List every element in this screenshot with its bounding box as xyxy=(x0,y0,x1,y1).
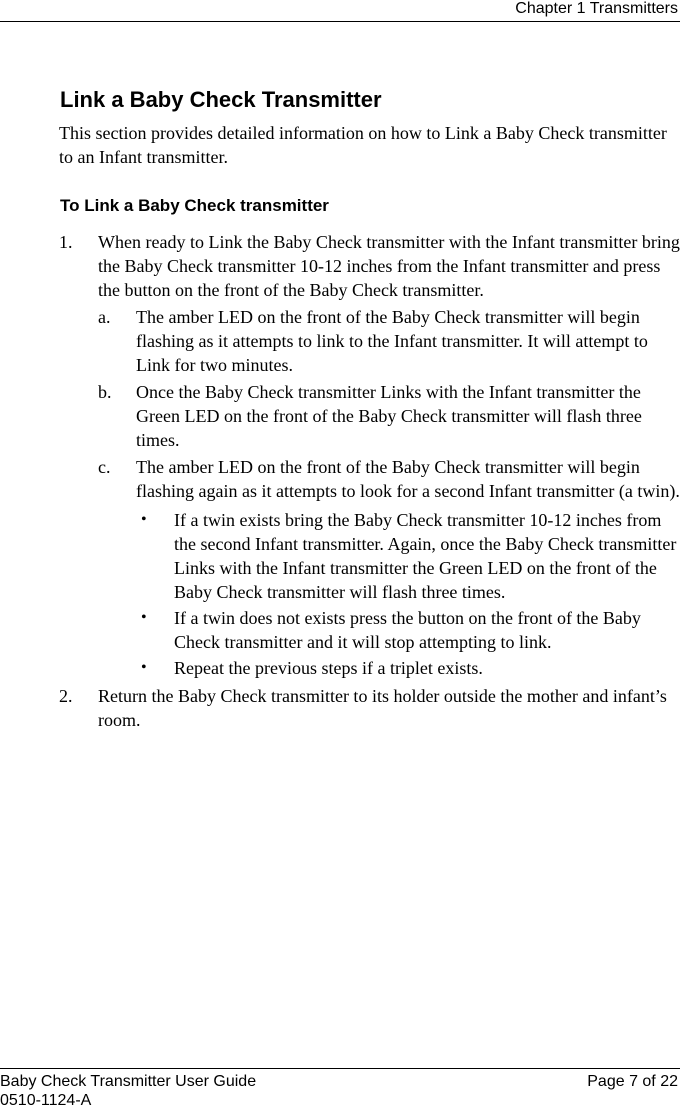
section-intro: This section provides detailed information on how to Link a Baby Check transmitter to an Infant transmitter. xyxy=(59,123,667,167)
substep-letter: b. xyxy=(98,382,112,402)
step-number: 2. xyxy=(59,686,73,706)
substep-c xyxy=(98,455,681,680)
bullet-item xyxy=(136,656,681,680)
bullet-text: If a twin does not exists press the button on the front of the Baby Check transmitter and it will stop attempting to link. xyxy=(174,608,641,652)
guide-title: Baby Check Transmitter User Guide xyxy=(0,1073,257,1090)
substep-a xyxy=(98,305,681,377)
substep-text: The amber LED on the front of the Baby Check transmitter will begin flashing as it attempts to link to the Infant transmitter. It will attempt to Link for two minutes. xyxy=(136,307,648,375)
step-2 xyxy=(59,684,681,732)
bullet-list xyxy=(136,508,681,680)
chapter-header: Chapter 1 Transmitters xyxy=(515,0,678,17)
substep-text: Once the Baby Check transmitter Links with the Infant transmitter the Green LED on the front of the Baby Check transmitter will flash three times. xyxy=(136,382,642,450)
bullet-text: Repeat the previous steps if a triplet exists. xyxy=(174,658,483,678)
header-rule xyxy=(0,21,680,22)
doc-number: 0510-1124-A xyxy=(0,1092,92,1109)
footer-rule xyxy=(0,1068,680,1069)
step-1 xyxy=(59,230,681,680)
procedure-steps xyxy=(59,230,681,732)
substep-b xyxy=(98,380,681,452)
step-text: When ready to Link the Baby Check transmitter with the Infant transmitter bring the Baby Check transmitter 10-12 inches from the Infant transmitter and press the button on the front of the Baby Check transmitter. xyxy=(98,232,680,300)
page-number: Page 7 of 22 xyxy=(587,1073,678,1090)
bullet-icon: • xyxy=(141,659,147,676)
bullet-icon: • xyxy=(141,609,147,626)
substep-list xyxy=(98,305,681,680)
bullet-item xyxy=(136,508,681,604)
step-text: Return the Baby Check transmitter to its holder outside the mother and infant’s room. xyxy=(98,686,667,730)
bullet-icon: • xyxy=(141,511,147,528)
footer-left xyxy=(0,1072,256,1110)
substep-letter: c. xyxy=(98,457,111,477)
substep-letter: a. xyxy=(98,307,111,327)
procedure-title: To Link a Baby Check transmitter xyxy=(60,196,329,215)
bullet-text: If a twin exists bring the Baby Check transmitter 10-12 inches from the second Infant transmitter. Again, once the Baby Check transmitter Links with the Infant transmitter the Green LED on the front of the Baby Check transmitter will flash three times. xyxy=(174,510,677,602)
section-title: Link a Baby Check Transmitter xyxy=(60,87,382,112)
step-number: 1. xyxy=(59,232,73,252)
bullet-item xyxy=(136,606,681,654)
substep-text: The amber LED on the front of the Baby Check transmitter will begin flashing again as it attempts to look for a second Infant transmitter (a twin). xyxy=(136,457,680,501)
